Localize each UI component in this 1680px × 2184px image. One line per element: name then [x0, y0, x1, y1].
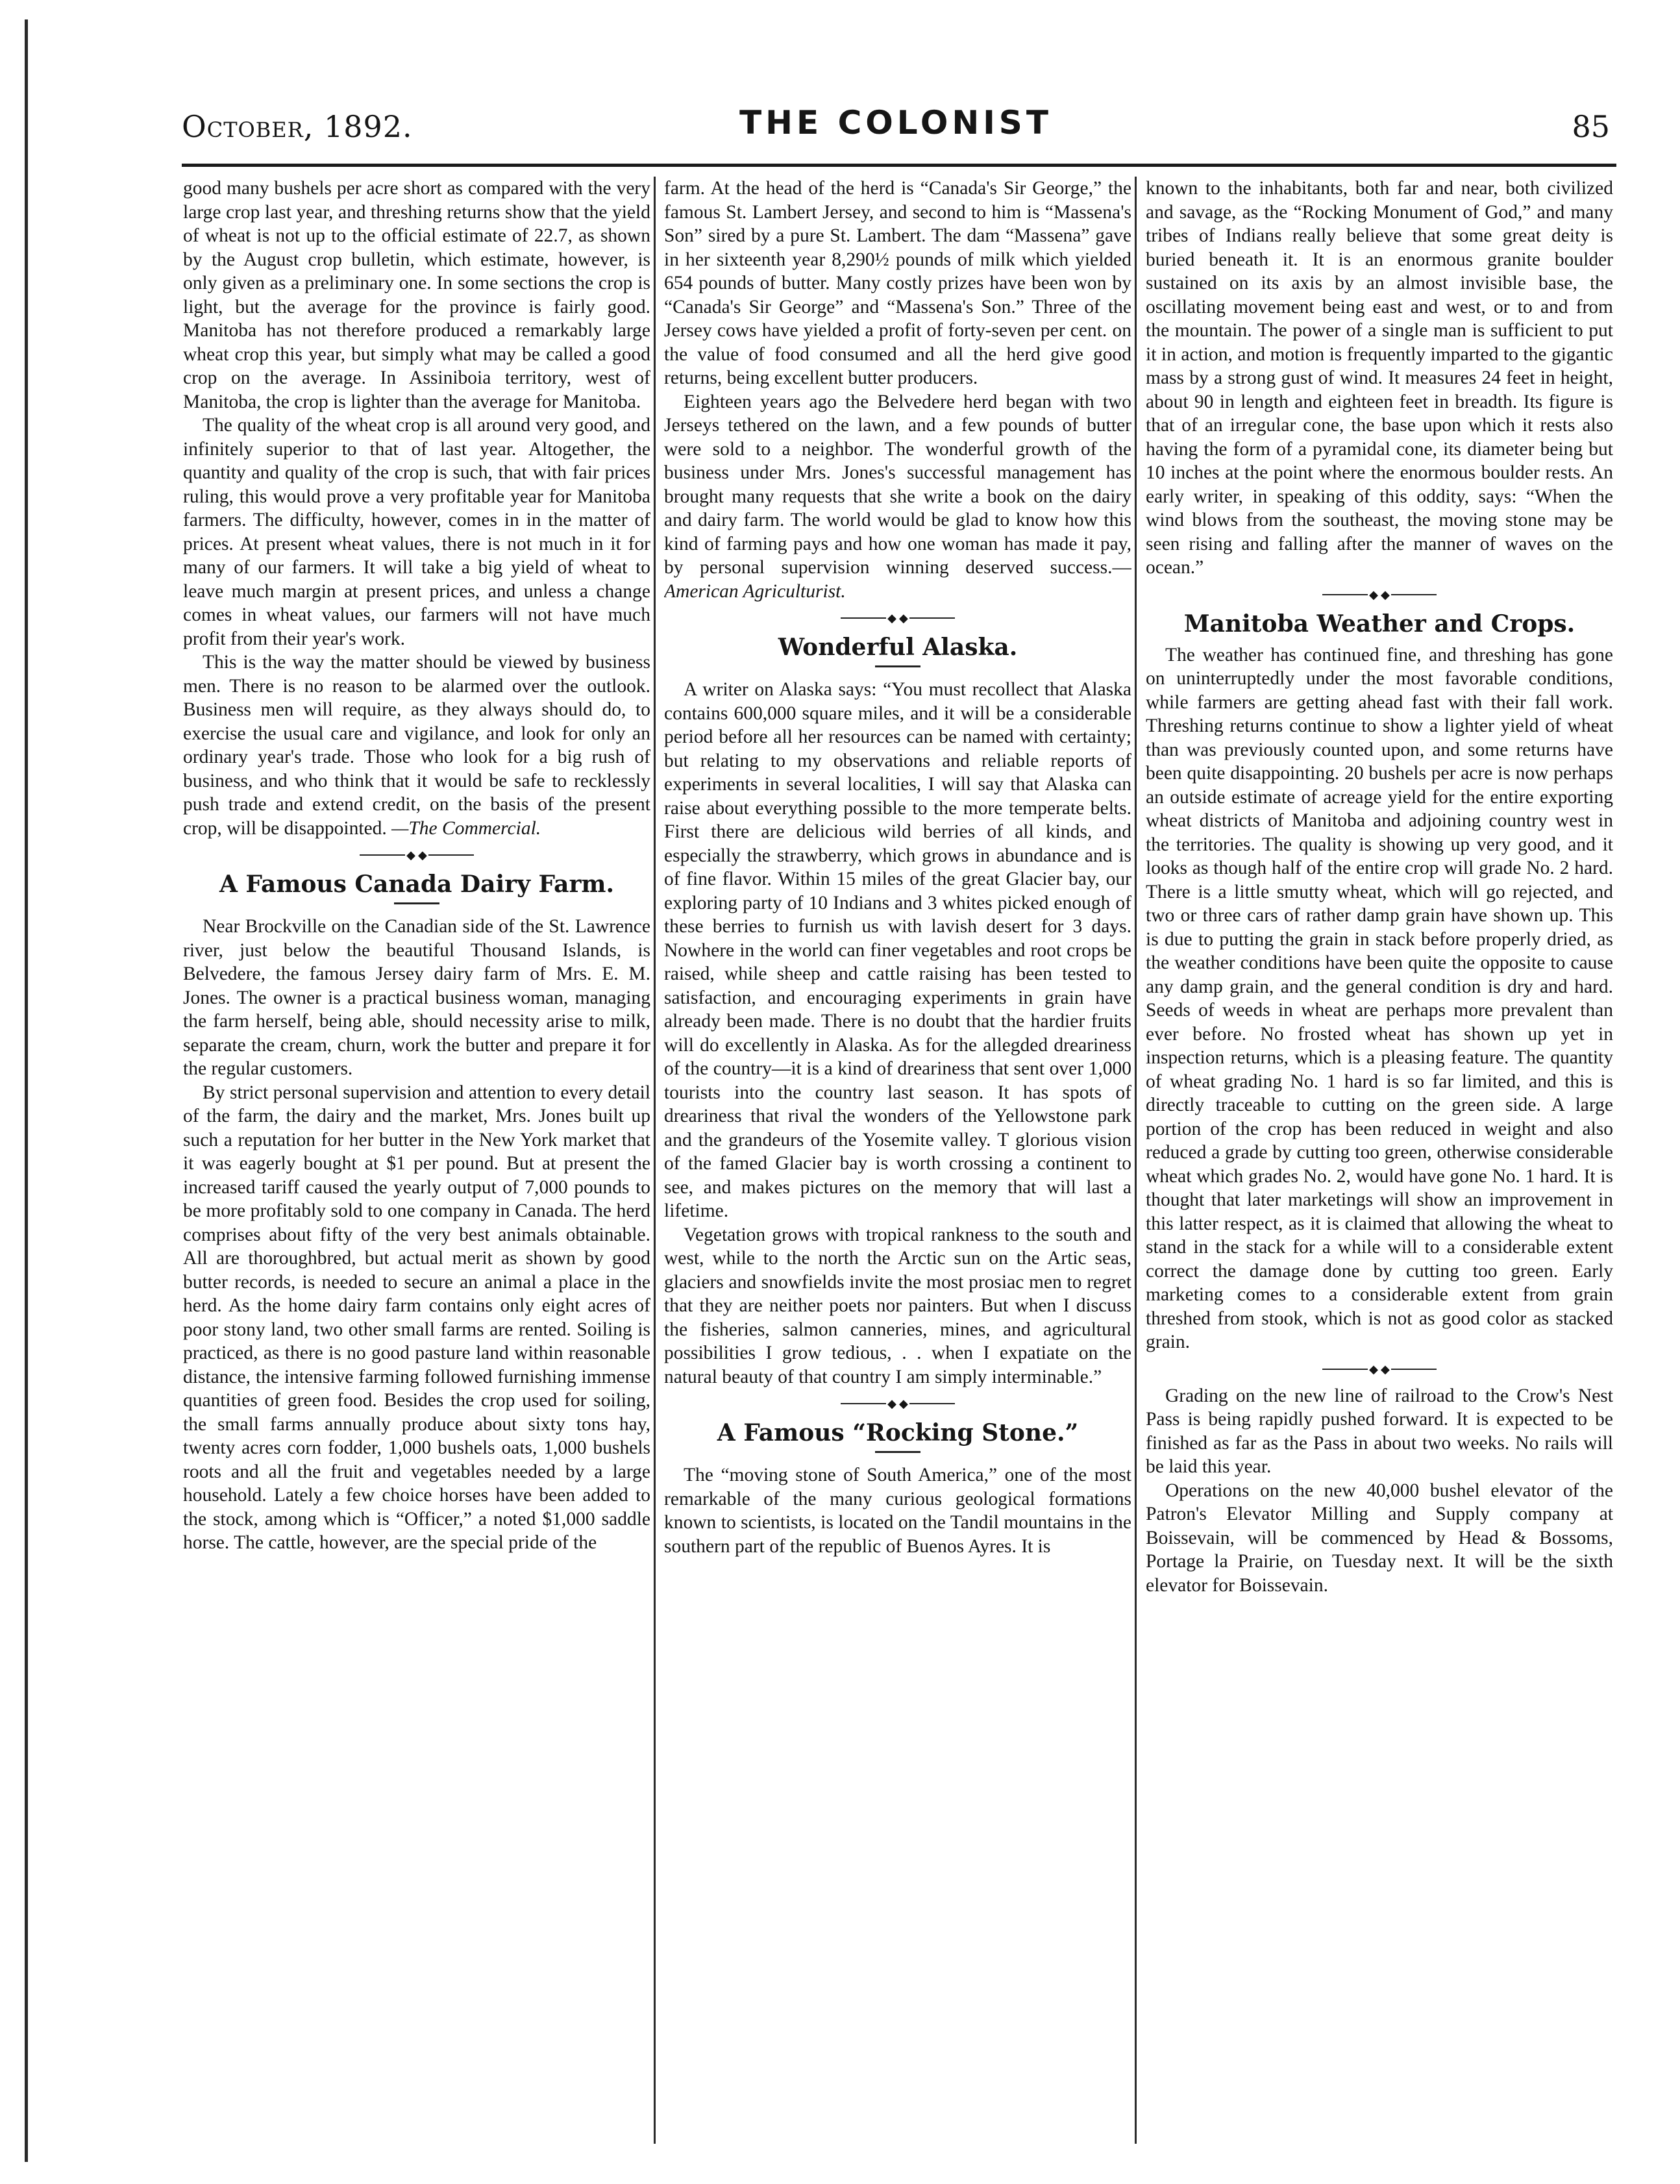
article-source: American Agriculturist.: [664, 580, 846, 602]
heading-rule: [394, 902, 439, 904]
heading-rule: [875, 665, 920, 667]
paragraph-text: This is the way the matter should be viewed by business men. There is no reason to be alarmed over the outlook. Business men will require, as they always should do, to exercise the usual care and vigilance, and look for only an ordinary year's trade. Those who look for a big rush of business, and who think that it would be safe to recklessly push trade and extend credit, on the basis of the present crop, will be disappointed.: [183, 652, 650, 839]
column-1: [183, 177, 650, 2144]
heading-rule: [875, 1451, 920, 1453]
section-separator: ◆ ◆: [183, 845, 650, 865]
section-separator: ◆ ◆: [664, 1394, 1131, 1413]
paragraph-text: Eighteen years ago the Belvedere herd began with two Jerseys tethered on the lawn, and a few pounds of butter were sold to a neighbor. The wonderful growth of the business under Mrs. Jones's successful management has brought many requests that she write a book on the dairy and dairy farm. The world would be glad to know how this kind of farming pays and how one woman has made it pay, by personal supervision winning deserved success.—: [664, 391, 1131, 578]
section-separator: ◆ ◆: [1146, 585, 1613, 604]
column-2: [664, 177, 1131, 2144]
article-paragraph: [664, 390, 1131, 604]
article-paragraph: The weather has continued fine, and threshing has gone on uninterruptedly under the most favorable conditions, while farmers are getting ahead fast with their fall work. Threshing returns continue to show a lighter yield of wheat than was previously counted upon, and some returns have been quite disappointing. 20 bushels per acre is now perhaps an outside estimate of acreage yield for the entire exporting wheat districts of Manitoba and adjoining country west in the territories. The quality is showing up very good, and it looks as though half of the entire crop will grade No. 2 hard. There is a little smutty wheat, which will go rejected, and two or three cars of rather damp grain have shown up. This is due to putting the grain in stack before properly dried, as the weather conditions have been quite the opposite to cause any damp grain, and the general condition is dry and hard. Seeds of weeds in wheat are perhaps more prevalent than ever before. No frosted wheat has shown up yet in inspection returns, which is a pleasing feature. The quantity of wheat grading No. 1 hard is so far limited, and this is directly traceable to cutting on the green side. A large portion of the crop has been reduced in weight and also reduced a grade by cutting too green, otherwise considerable wheat which grades No. 2, would have gone No. 1 hard. It is thought that later marketings will show an improvement in this latter respect, as it is claimed that allowing the wheat to stand in the stack for a while will to a considerable extent correct the damage done by cutting too green. Early marketing comes to a considerable extent from grain threshed from stook, which is not as good color as stacked grain.: [1146, 644, 1613, 1352]
article-paragraph: Near Brockville on the Canadian side of the St. Lawrence river, just below the beautiful Thousand Islands, is Belvedere, the famous Jersey dairy farm of Mrs. E. M. Jones. The owner is a practical business woman, managing the farm herself, being able, should necessity arise to milk, separate the cream, churn, work the butter and prepare it for the regular customers.: [183, 916, 650, 1079]
issue-date: October, 1892.: [182, 109, 413, 144]
article-paragraph: farm. At the head of the herd is “Canada's Sir George,” the famous St. Lambert Jersey, and second to him is “Massena's Son” sired by a pure St. Lambert. The dam “Massena” gave in her sixteenth year 8,290½ pounds of milk which yielded 654 pounds of butter. Many costly prizes have been won by “Canada's Sir George” and “Massena's Son.” Three of the Jersey cows have yielded a profit of forty-seven per cent. on the value of food consumed and all the herd give good returns, being excellent butter producers.: [664, 178, 1131, 388]
page-number: 85: [1572, 109, 1610, 144]
article-paragraph: Grading on the new line of railroad to the Crow's Nest Pass is being rapidly pushed forward. It is expected to be finished as far as the Pass in about two weeks. No rails will be laid this year.: [1146, 1385, 1613, 1477]
article-heading: Wonderful Alaska.: [778, 634, 1018, 661]
column-3: [1146, 177, 1613, 2144]
newspaper-title: THE COLONIST: [739, 104, 1052, 142]
article-paragraph: The quality of the wheat crop is all around very good, and infinitely superior to that of last year. Altogether, the quantity and quality of the crop is such, that with fair prices ruling, this would prove a very profitable year for Manitoba farmers. The difficulty, however, comes in in the matter of prices. At present wheat values, there is not much in it for many of our farmers. It will take a big yield of wheat to leave much margin at present prices, and unless a change comes in wheat values, our farmers will not have much profit from their year's work.: [183, 415, 650, 649]
article-paragraph: The “moving stone of South America,” one of the most remarkable of the many curious geological formations known to scientists, is located on the Tandil mountains in the southern part of the republic of Buenos Ayres. It is: [664, 1465, 1131, 1557]
section-separator: ◆ ◆: [1146, 1359, 1613, 1379]
article-paragraph: Vegetation grows with tropical rankness to the south and west, while to the north the Arctic sun on the Artic seas, glaciers and snowfields invite the most prosiac men to regret that they are neither poets nor painters. But when I discuss the fisheries, salmon canneries, mines, and agricultural possibilities I grow tedious, . . when I expatiate on the natural beauty of that country I am simply interminable.”: [664, 1224, 1131, 1387]
article-paragraph: known to the inhabitants, both far and near, both civilized and savage, as the “Rocking Monument of God,” and many tribes of Indians really believe that some great deity is buried beneath it. It is an enormous granite boulder sustained on its axis by an almost invisible base, the oscillating movement being east and west, or to and from the mountain. The power of a single man is sufficient to put it in action, and motion is frequently imparted to the gigantic mass by a strong gust of wind. It measures 24 feet in height, about 90 in length and eighteen feet in breadth. Its figure is that of an irregular cone, the base upon which it rests also having the form of a pyramidal cone, its diameter being but 10 inches at the point where the enormous boulder rests. An early writer, in speaking of this oddity, says: “When the wind blows from the southeast, the moving stone may be seen rising and falling after the manner of waves on the ocean.”: [1146, 178, 1613, 578]
column-rule-1: [654, 177, 656, 2144]
article-paragraph: By strict personal supervision and attention to every detail of the farm, the dairy and the market, Mrs. Jones built up such a reputation for her butter in the New York market that it was eagerly bought at $1 per pound. But at present the increased tariff caused the yearly output of 7,000 pounds to be more profitably sold to one company in Canada. The herd comprises about fifty of the very best animals obtainable. All are thoroughbred, but actual merit as shown by good butter records, is needed to secure an animal a place in the herd. As the home dairy farm contains only eight acres of poor stony land, two other small farms are rented. Soiling is practiced, as there is no good pasture land within reasonable distance, the intensive farming followed furnishing immense quantities of green food. Besides the crop used for soiling, the small farms annually produce about sixty tons hay, twenty acres corn fodder, 1,000 bushels oats, 1,000 bushels roots and all the fruit and vegetables needed by a large household. Lately a few choice horses have been added to the stock, among which is “Officer,” a noted $1,000 saddle horse. The cattle, however, are the special pride of the: [183, 1082, 650, 1553]
column-rule-2: [1135, 177, 1137, 2144]
article-source: —The Commercial.: [391, 817, 541, 839]
article-paragraph: [183, 651, 650, 840]
article-paragraph: A writer on Alaska says: “You must recollect that Alaska contains 600,000 square miles, and it will be a considerable period before all her resources can be named with certainty; but relating to my observations and reliable reports of experiments in several localities, I will say that Alaska can raise about everything possible to the more temperate belts. First there are delicious wild berries of all kinds, and especially the strawberry, which grows in abundance and is of fine flavor. Within 15 miles of the great Glacier bay, our exploring party of 10 Indians and 3 whites picked enough of these berries to furnish us with lavish desert for 3 days. Nowhere in the world can finer vegetables and root crops be raised, while sheep and cattle raising has been tested to satisfaction, and encouraging experiments in grain have already been made. There is no doubt that the hardier fruits will do excellently in Alaska. As for the allegded dreariness of the country—it is a kind of dreariness that sent over 1,000 tourists into the country last season. It has spots of dreariness that rival the wonders of the Yellowstone park and the grandeurs of the Yosemite valley. T glorious vision of the famed Glacier bay is worth crossing a continent to see, and makes pictures on the memory that will last a lifetime.: [664, 679, 1131, 1221]
article-heading: Manitoba Weather and Crops.: [1183, 610, 1575, 638]
page-header: [182, 104, 1610, 156]
article-paragraph: good many bushels per acre short as compared with the very large crop last year, and threshing returns show that the yield of wheat is not up to the official estimate of 22.7, as shown by the August crop bulletin, which estimate, however, is only given as a preliminary one. In some sections the crop is light, but the average for the province is fairly good. Manitoba has not therefore produced a remarkably large wheat crop this year, but simply what may be called a good crop on the average. In Assiniboia territory, west of Manitoba, the crop is lighter than the average for Manitoba.: [183, 178, 650, 412]
article-heading: A Famous Canada Dairy Farm.: [219, 871, 615, 898]
section-separator: ◆ ◆: [664, 608, 1131, 628]
header-rule: [182, 164, 1616, 167]
binding-edge: [25, 19, 28, 2162]
article-paragraph: Operations on the new 40,000 bushel elevator of the Patron's Elevator Milling and Supply company at Boissevain, will be commenced by Head & Bossoms, Portage la Prairie, on Tuesday next. It will be the sixth elevator for Boissevain.: [1146, 1480, 1613, 1596]
article-heading: A Famous “Rocking Stone.”: [717, 1419, 1079, 1446]
